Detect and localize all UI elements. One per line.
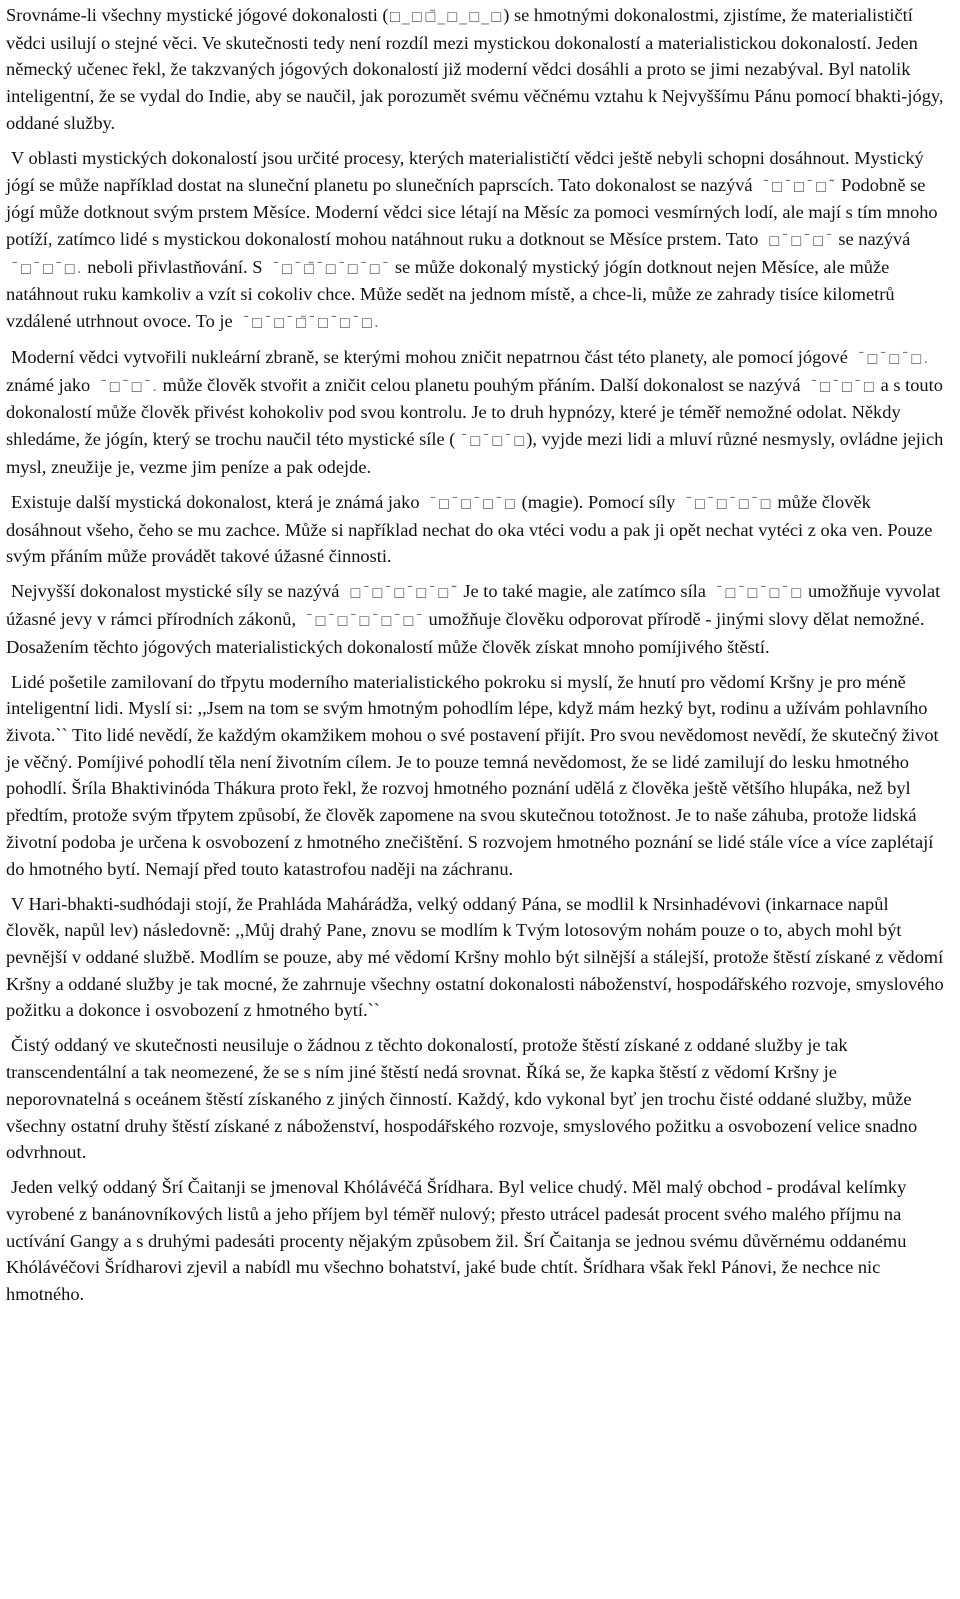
text-run: umožňuje člověku odporovat přírodě - jinými slovy dělat nemožné. Dosažením těchto jógových materialistických dokonalostí může člověk získat mnoho pomíjivého štěstí. — [6, 608, 925, 657]
untranslated-glyph-run: ¯◻¯◻¯◻¯◻¯◻¯ — [305, 610, 424, 629]
paragraph — [6, 669, 946, 883]
text-run: se nazývá — [833, 228, 911, 249]
untranslated-glyph-run: ¯◻¯◻¯◻¯◻ — [684, 493, 773, 512]
text-run: známé jako — [6, 374, 95, 395]
text-run: Čistý oddaný ve skutečnosti neusiluje o žádnou z těchto dokonalostí, protože štěstí získané z oddané služby je tak transcendentální a tak neomezené, že se s ním jiné štěstí nedá srovnat. Říká se, že kapka štěstí z vědomí Kršny je neporovnatelná s oceánem štěstí získaného z jiných činností. Každý, kdo vykonal byť jen trochu čisté oddané služby, může všechny ostatní druhy štěstí získané z náboženství, hospodářského rozvoje, smyslového požitku a osvobození velice snadno odvrhnout. — [6, 1035, 918, 1163]
text-run: může člověk stvořit a zničit celou planetu pouhým přáním. Další dokonalost se nazývá — [158, 374, 806, 395]
text-run: a s touto dokonalostí může člověk přivést kohokoliv pod svou kontrolu. Je to druh hypnózy, které je téměř nemožné odolat. Někdy shledáme, že jógín, který se trochu naučil této mystické síle ( — [6, 374, 943, 450]
paragraph — [6, 489, 946, 570]
text-run: může člověk dosáhnout všeho, čeho se mu zachce. Může si například nechat do oka vtéci vodu a pak ji opět nechat vytéci z oka ven. Pouze svým přáním může provádět takové úžasné činnosti. — [6, 491, 933, 567]
text-run: Existuje další mystická dokonalost, která je známá jako — [11, 491, 425, 512]
untranslated-glyph-run: ¯◻¯◻¯◻ — [810, 376, 876, 395]
paragraph — [6, 891, 946, 1025]
untranslated-glyph-run: ¯◻¯◻¯◻. — [857, 349, 930, 368]
text-run: Lidé pošetile zamilovaní do třpytu moderního materialistického pokroku si myslí, že hnutí pro vědomí Kršny je pro méně inteligentní lidi. Myslí si: ,,Jsem na tom se svým hmotným pohodlím lépe, když mám hezký byt, rodinu a užívám pohlavního života.`` Tito lidé nevědí, že každým okamžikem mohou o své postavení přijít. Pro svou nevědomost nevědí, že skutečný život je věčný. Pomíjivé pohodlí těla není životním cílem. Je to pouze temná nevědomost, že se lidé zamilují do lesku hmotného pohodlí. Šríla Bhaktivinóda Thákura proto řekl, že rozvoj hmotného poznání udělá z člověka ještě většího hlupáka, než byl předtím, protože svým třpytem způsobí, že člověk zapomene na svou skutečnou totožnost. Je to naše záhuba, protože lidská životní podoba je určena k osvobození z hmotného znečištění. S rozvojem hmotného poznání se lidé stále více a více zaplétají do hmotného bytí. Nemají před touto katastrofou naději na záchranu. — [6, 671, 939, 879]
untranslated-glyph-run: ¯◻¯◻¯◻. — [11, 258, 83, 277]
text-run: se může dokonalý mystický jógín dotknout nejen Měsíce, ale může natáhnout ruku kamkoliv a vzít si cokoliv chce. Může sedět na jednom místě, a chce-li, může ze zahrady tisíce kilometrů vzdálené utrhnout ovoce. To je — [6, 256, 895, 332]
text-run: V oblasti mystických dokonalostí jsou určité procesy, kterých materialističtí vědci ještě nebyli schopni dosáhnout. Mystický jógí se může například dostat na sluneční planetu po slunečních paprscích. Tato dokonalost se nazývá — [6, 147, 924, 195]
text-run: Moderní vědci vytvořili nukleární zbraně, se kterými mohou zničit nepatrnou část této planety, ale pomocí jógové — [11, 347, 853, 368]
text-run: neboli přivlastňování. S — [82, 256, 268, 277]
text-run: Je to také magie, ale zatímco síla — [458, 581, 711, 602]
untranslated-glyph-run: ¯◻¯◻¯◻¯̃ — [762, 176, 837, 195]
text-run: Srovnáme-li všechny mystické jógové dokonalosti ( — [6, 5, 389, 25]
untranslated-glyph-run: ◻¯◻¯◻¯◻¯◻¯̃ — [349, 583, 459, 602]
text-run: ), vyjde mezi lidi a mluví různé nesmysly, ovládne jejich mysl, zneužije je, vezme jim peníze a pak odejde. — [6, 429, 944, 477]
paragraph — [6, 145, 946, 336]
untranslated-glyph-run: ¯◻¯◻̃¯◻¯◻¯◻¯ — [272, 258, 391, 277]
paragraph — [6, 1032, 946, 1166]
text-run: Jeden velký oddaný Šrí Čaitanji se jmenoval Khólávéčá Šrídhara. Byl velice chudý. Měl malý obchod - prodával kelímky vyrobené z banánovníkových listů a jeho příjem byl téměř nulový; přesto utrácel padesát procent svého malého příjmu na uctívání Gangy a s druhými padesáti procenty nějakým způsobem žil. Šrí Čaitanja se jednou svému důvěrnému oddanému Khólávéčovi Šrídharovi zjevil a nabídl mu všechno bohatství, jaké bude chtít. Šrídhara však řekl Pánovi, že nechce nic hmotného. — [6, 1177, 907, 1305]
text-run: Podobně se jógí může dotknout svým prstem Měsíce. Moderní vědci sice létají na Měsíc za pomoci vesmírných lodí, ale mají s tím mnoho potíží, zatímco lidé s mystickou dokonalostí mohou natáhnout ruku a dotknout se Měsíce prstem. Tato — [6, 174, 938, 249]
paragraph — [6, 2, 946, 137]
text-run: (magie). Pomocí síly — [516, 491, 680, 512]
paragraph — [6, 1174, 946, 1308]
untranslated-glyph-run: ¯◻¯◻¯◻¯◻ — [429, 493, 517, 512]
document-body — [6, 2, 946, 1308]
text-run: ) se hmotnými dokonalostmi, zjistíme, že materialističtí vědci usilují o stejné věci. Ve skutečnosti tedy není rozdíl mezi mystickou dokonalostí a materialistickou dokonalostí. Jeden německý učenec řekl, že takzvaných jógových dokonalostí již moderní vědci dosáhli a proto se jimi nezabýval. Byl natolik inteligentní, že se vydal do Indie, aby se naučil, jak porozumět svému věčnému vztahu k Nejvyššímu Pánu pomocí bhakti-jógy, oddané služby. — [6, 5, 944, 133]
untranslated-glyph-run: ◻¯◻¯◻¯ — [767, 230, 834, 249]
untranslated-glyph-run: ¯◻¯◻¯◻ — [460, 431, 527, 450]
paragraph — [6, 578, 946, 660]
untranslated-glyph-run: ¯◻¯◻¯◻¯◻ — [715, 583, 804, 602]
text-run: V Hari-bhakti-sudhódaji stojí, že Prahláda Mahárádža, velký oddaný Pána, se modlil k Nrsinhadévovi (inkarnace napůl člověk, napůl lev) následovně: ,,Můj drahý Pane, znovu se modlím k Tvým lotosovým nohám pouze o to, abych mohl být pevnější v oddané službě. Modlím se pouze, aby mé vědomí Kršny mohlo být silnější a stálejší, protože štěstí získané z vědomí Kršny a oddané služby je tak mocné, že zahrnuje všechny ostatní dokonalosti náboženství, hospodářského rozvoje, smyslového požitku a dokonce i osvobození z hmotného bytí.`` — [6, 893, 944, 1021]
text-run: Nejvyšší dokonalost mystické síly se nazývá — [11, 581, 345, 602]
paragraph — [6, 344, 946, 481]
untranslated-glyph-run: ¯◻¯◻¯. — [99, 376, 159, 395]
untranslated-glyph-run: ◻_◻◻̃_◻_◻_◻ — [388, 7, 504, 25]
untranslated-glyph-run: ¯◻¯◻¯◻̃¯◻¯◻¯◻. — [242, 313, 380, 332]
text-run: umožňuje vyvolat úžasné jevy v rámci přírodních zákonů, — [6, 581, 941, 629]
